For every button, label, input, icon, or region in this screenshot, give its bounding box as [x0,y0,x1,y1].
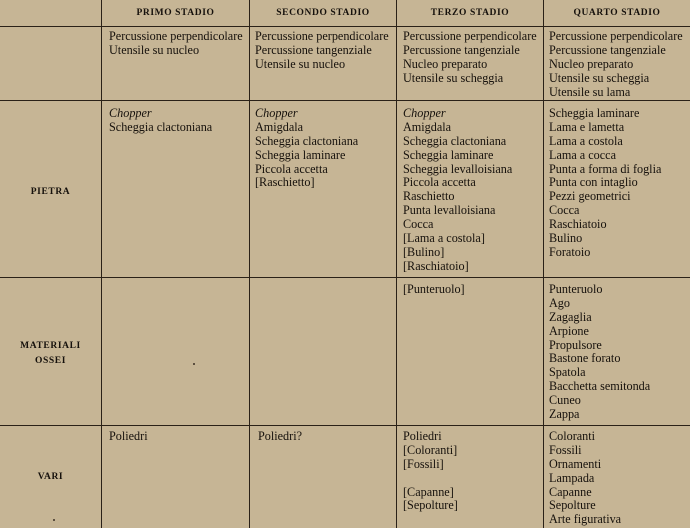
header-quarto-stadio: QUARTO STADIO [573,8,661,18]
cell-ossei-quarto: Punteruolo Ago Zagaglia Arpione Propulsore Bastone forato Spatola Bacchetta semitonda Cuneo Zappa [549,282,651,422]
row-divider [0,26,690,27]
cell-pietra-terzo: Chopper Amigdala Scheggia clactoniana Scheggia laminare Scheggia levalloisiana Piccola accetta Raschietto Punta levalloisiana Cocca [Lama a costola] [Bulino] [Raschiatoio] [403,106,513,273]
row-label-vari: VARI [37,472,64,482]
header-terzo-stadio: TERZO STADIO [430,8,510,18]
column-divider [249,0,250,528]
cell-vari-primo: Poliedri [109,429,148,443]
header-primo-stadio: PRIMO STADIO [136,8,215,18]
cell-tecnica-quarto: Percussione perpendicolare Percussione tangenziale Nucleo preparato Utensile su scheggia Utensile su lama [549,29,683,99]
column-divider [396,0,397,528]
cell-ossei-terzo: [Punteruolo] [403,282,465,296]
cell-vari-secondo: Poliedri? [258,429,303,443]
cell-pietra-secondo: Chopper Amigdala Scheggia clactoniana Scheggia laminare Piccola accetta [Raschietto] [255,106,359,190]
scan-speck [193,363,195,365]
row-divider [0,100,690,101]
cell-tecnica-secondo: Percussione perpendicolare Percussione tangenziale Utensile su nucleo [255,29,389,71]
row-label-materiali-ossei: MATERIALI OSSEI [20,341,81,366]
cell-tecnica-terzo: Percussione perpendicolare Percussione tangenziale Nucleo preparato Utensile su scheggia [403,29,537,85]
row-divider [0,425,690,426]
cell-vari-quarto: Coloranti Fossili Ornamenti Lampada Capanne Sepolture Arte figurativa [549,429,622,527]
row-divider [0,277,690,278]
cell-vari-terzo: Poliedri [Coloranti] [Fossili] [Capanne] [Sepolture] [403,429,458,513]
cell-tecnica-primo: Percussione perpendicolare Utensile su nucleo [109,29,243,57]
column-divider [101,0,102,528]
scan-speck [53,519,55,521]
cell-pietra-primo: Chopper Scheggia clactoniana [109,106,213,134]
cell-pietra-quarto: Scheggia laminare Lama e lametta Lama a costola Lama a cocca Punta a forma di foglia Punta con intaglio Pezzi geometrici Cocca Raschiatoio Bulino Foratoio [549,106,662,259]
row-label-pietra: PIETRA [30,187,71,197]
column-divider [543,0,544,528]
header-secondo-stadio: SECONDO STADIO [276,8,370,18]
